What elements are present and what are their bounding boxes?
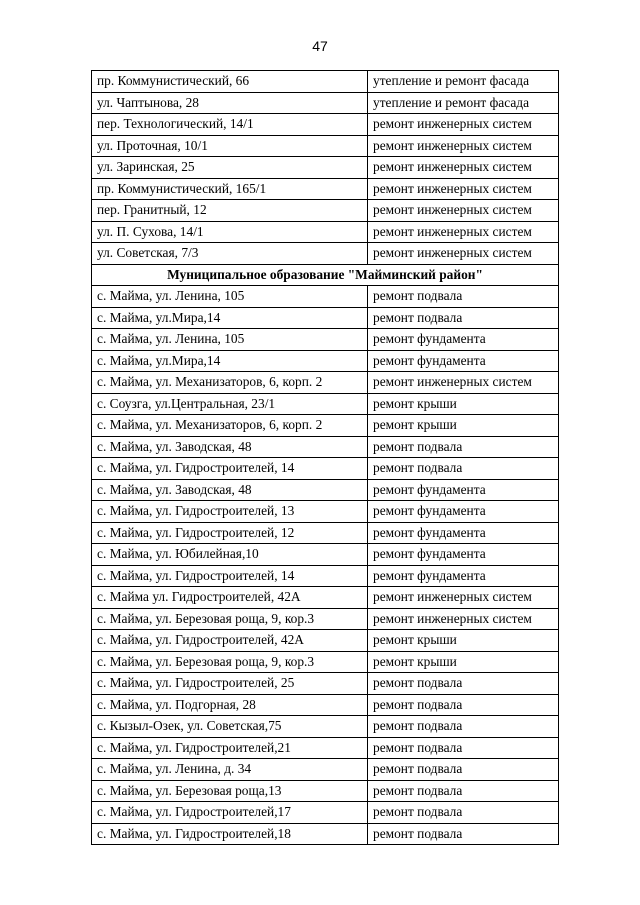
work-type-cell: ремонт инженерных систем	[368, 587, 559, 609]
table-row	[92, 823, 559, 845]
section-title: Муниципальное образование "Майминский район"	[92, 264, 559, 286]
table-row	[92, 436, 559, 458]
work-type-cell: ремонт крыши	[368, 651, 559, 673]
table-row	[92, 737, 559, 759]
address-cell: пер. Технологический, 14/1	[92, 114, 368, 136]
address-cell: с. Майма, ул. Гидростроителей, 14	[92, 565, 368, 587]
work-type-cell: ремонт фундамента	[368, 522, 559, 544]
address-cell: с. Майма, ул. Заводская, 48	[92, 436, 368, 458]
address-cell: ул. Советская, 7/3	[92, 243, 368, 265]
table-row	[92, 780, 559, 802]
work-type-cell: ремонт подвала	[368, 673, 559, 695]
work-type-cell: ремонт инженерных систем	[368, 135, 559, 157]
table-row	[92, 243, 559, 265]
address-cell: с. Майма, ул. Заводская, 48	[92, 479, 368, 501]
address-cell: с. Майма, ул. Гидростроителей, 42А	[92, 630, 368, 652]
table-row	[92, 286, 559, 308]
work-type-cell: ремонт подвала	[368, 716, 559, 738]
work-type-cell: ремонт фундамента	[368, 544, 559, 566]
table-row	[92, 479, 559, 501]
address-cell: с. Майма, ул. Гидростроителей, 25	[92, 673, 368, 695]
address-cell: с. Майма, ул. Гидростроителей,17	[92, 802, 368, 824]
address-cell: с. Майма, ул.Мира,14	[92, 350, 368, 372]
table-row	[92, 372, 559, 394]
work-type-cell: ремонт крыши	[368, 415, 559, 437]
table-row	[92, 415, 559, 437]
work-type-cell: ремонт инженерных систем	[368, 221, 559, 243]
work-type-cell: утепление и ремонт фасада	[368, 92, 559, 114]
address-cell: с. Майма, ул. Гидростроителей,21	[92, 737, 368, 759]
work-type-cell: ремонт крыши	[368, 393, 559, 415]
work-type-cell: ремонт фундамента	[368, 479, 559, 501]
address-cell: пр. Коммунистический, 66	[92, 71, 368, 93]
work-type-cell: ремонт инженерных систем	[368, 372, 559, 394]
address-cell: с. Кызыл-Озек, ул. Советская,75	[92, 716, 368, 738]
address-cell: с. Майма, ул. Механизаторов, 6, корп. 2	[92, 372, 368, 394]
address-cell: с. Майма, ул. Гидростроителей, 12	[92, 522, 368, 544]
work-type-cell: ремонт подвала	[368, 436, 559, 458]
table-row	[92, 759, 559, 781]
address-cell: пер. Гранитный, 12	[92, 200, 368, 222]
table-row	[92, 630, 559, 652]
section-header-body	[92, 264, 559, 286]
work-type-cell: ремонт подвала	[368, 307, 559, 329]
table-row	[92, 135, 559, 157]
address-cell: ул. Проточная, 10/1	[92, 135, 368, 157]
address-cell: пр. Коммунистический, 165/1	[92, 178, 368, 200]
address-cell: с. Майма, ул. Гидростроителей,18	[92, 823, 368, 845]
table-row	[92, 587, 559, 609]
table-row	[92, 393, 559, 415]
address-cell: с. Майма, ул. Подгорная, 28	[92, 694, 368, 716]
table-row	[92, 565, 559, 587]
table-row	[92, 92, 559, 114]
work-type-cell: ремонт инженерных систем	[368, 243, 559, 265]
work-type-cell: ремонт инженерных систем	[368, 157, 559, 179]
work-type-cell: ремонт подвала	[368, 458, 559, 480]
address-cell: с. Майма, ул. Березовая роща, 9, кор.3	[92, 608, 368, 630]
work-type-cell: ремонт подвала	[368, 780, 559, 802]
work-type-cell: ремонт крыши	[368, 630, 559, 652]
work-type-cell: ремонт фундамента	[368, 329, 559, 351]
table-row	[92, 522, 559, 544]
table-row	[92, 350, 559, 372]
address-cell: с. Майма, ул. Березовая роща, 9, кор.3	[92, 651, 368, 673]
page-number: 47	[312, 38, 328, 54]
address-cell: с. Майма, ул. Ленина, 105	[92, 329, 368, 351]
work-type-cell: ремонт подвала	[368, 802, 559, 824]
table-body-top	[92, 71, 559, 265]
table-row	[92, 458, 559, 480]
table-row	[92, 157, 559, 179]
table-row	[92, 114, 559, 136]
table-row	[92, 501, 559, 523]
work-type-cell: ремонт подвала	[368, 759, 559, 781]
work-type-cell: ремонт фундамента	[368, 501, 559, 523]
work-type-cell: ремонт фундамента	[368, 565, 559, 587]
address-cell: с. Майма, ул. Механизаторов, 6, корп. 2	[92, 415, 368, 437]
repair-registry-table	[91, 70, 559, 845]
table-row	[92, 200, 559, 222]
work-type-cell: ремонт фундамента	[368, 350, 559, 372]
address-cell: с. Майма, ул. Гидростроителей, 13	[92, 501, 368, 523]
table-row	[92, 307, 559, 329]
address-cell: с. Майма, ул.Мира,14	[92, 307, 368, 329]
table-row	[92, 651, 559, 673]
address-cell: с. Майма, ул. Юбилейная,10	[92, 544, 368, 566]
work-type-cell: ремонт подвала	[368, 823, 559, 845]
address-cell: с. Майма, ул. Ленина, д. 34	[92, 759, 368, 781]
table-row	[92, 71, 559, 93]
address-cell: с. Майма, ул. Ленина, 105	[92, 286, 368, 308]
address-cell: с. Майма, ул. Березовая роща,13	[92, 780, 368, 802]
work-type-cell: ремонт подвала	[368, 286, 559, 308]
table-row	[92, 673, 559, 695]
work-type-cell: ремонт инженерных систем	[368, 178, 559, 200]
address-cell: с. Соузга, ул.Центральная, 23/1	[92, 393, 368, 415]
address-cell: с. Майма ул. Гидростроителей, 42А	[92, 587, 368, 609]
table-row	[92, 329, 559, 351]
work-type-cell: ремонт подвала	[368, 737, 559, 759]
work-type-cell: ремонт инженерных систем	[368, 114, 559, 136]
table-row	[92, 608, 559, 630]
work-type-cell: ремонт подвала	[368, 694, 559, 716]
table-row	[92, 716, 559, 738]
section-header-row	[92, 264, 559, 286]
work-type-cell: ремонт инженерных систем	[368, 608, 559, 630]
table-row	[92, 221, 559, 243]
table-row	[92, 178, 559, 200]
table-body-section	[92, 286, 559, 845]
address-cell: ул. П. Сухова, 14/1	[92, 221, 368, 243]
table-row	[92, 694, 559, 716]
work-type-cell: утепление и ремонт фасада	[368, 71, 559, 93]
address-cell: ул. Чаптынова, 28	[92, 92, 368, 114]
address-cell: ул. Заринская, 25	[92, 157, 368, 179]
table-row	[92, 544, 559, 566]
table-row	[92, 802, 559, 824]
address-cell: с. Майма, ул. Гидростроителей, 14	[92, 458, 368, 480]
work-type-cell: ремонт инженерных систем	[368, 200, 559, 222]
